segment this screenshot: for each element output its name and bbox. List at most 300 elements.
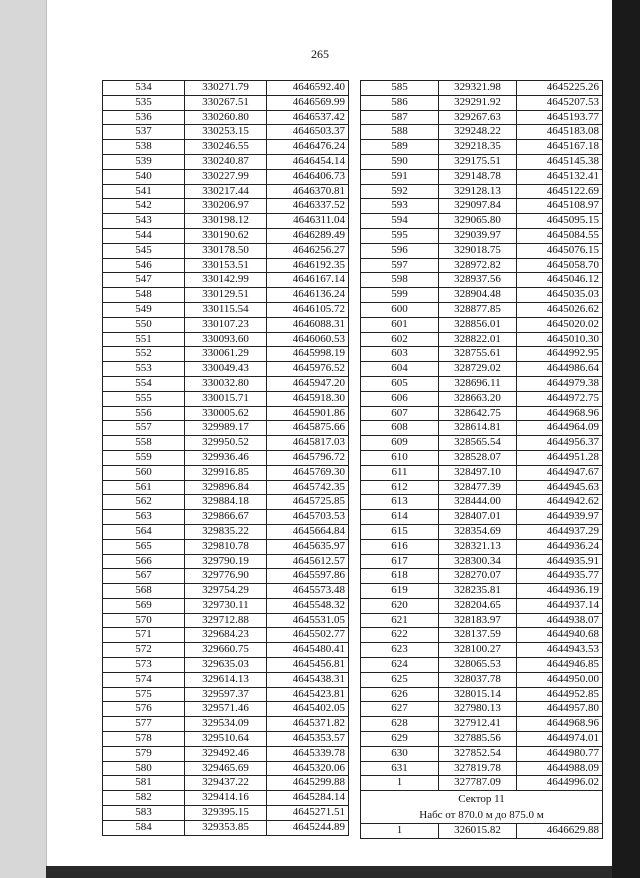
- point-number: 547: [103, 273, 185, 288]
- y-coordinate: 4645046.12: [517, 273, 603, 288]
- table-row: [361, 317, 603, 332]
- point-number: 550: [103, 317, 185, 332]
- y-coordinate: 4644946.85: [517, 658, 603, 673]
- table-row: [103, 228, 349, 243]
- point-number: 575: [103, 687, 185, 702]
- y-coordinate: 4645284.14: [267, 791, 349, 806]
- table-row: [361, 658, 603, 673]
- point-number: 579: [103, 746, 185, 761]
- table-row: [361, 199, 603, 214]
- table-row: [103, 702, 349, 717]
- table-row: [103, 140, 349, 155]
- table-row: [103, 732, 349, 747]
- y-coordinate: 4644936.24: [517, 539, 603, 554]
- y-coordinate: 4645339.78: [267, 746, 349, 761]
- point-number: 601: [361, 317, 439, 332]
- table-row: [361, 687, 603, 702]
- y-coordinate: 4644939.97: [517, 510, 603, 525]
- point-number: 592: [361, 184, 439, 199]
- table-row: [103, 347, 349, 362]
- point-number: 577: [103, 717, 185, 732]
- point-number: 538: [103, 140, 185, 155]
- x-coordinate: 328015.14: [439, 687, 517, 702]
- x-coordinate: 329097.84: [439, 199, 517, 214]
- x-coordinate: 327787.09: [439, 776, 517, 791]
- point-number: 628: [361, 717, 439, 732]
- y-coordinate: 4646592.40: [267, 81, 349, 96]
- y-coordinate: 4645353.57: [267, 732, 349, 747]
- table-row: [361, 510, 603, 525]
- point-number: 627: [361, 702, 439, 717]
- x-coordinate: 330190.62: [185, 228, 267, 243]
- x-coordinate: 329039.97: [439, 228, 517, 243]
- point-number: 587: [361, 110, 439, 125]
- x-coordinate: 328822.01: [439, 332, 517, 347]
- point-number: 558: [103, 436, 185, 451]
- point-number: 545: [103, 243, 185, 258]
- table-row: [103, 776, 349, 791]
- point-number: 630: [361, 746, 439, 761]
- point-number: 602: [361, 332, 439, 347]
- point-number: 568: [103, 584, 185, 599]
- x-coordinate: 328937.56: [439, 273, 517, 288]
- x-coordinate: 329754.29: [185, 584, 267, 599]
- table-row: [361, 628, 603, 643]
- x-coordinate: 330093.60: [185, 332, 267, 347]
- y-coordinate: 4645244.89: [267, 820, 349, 835]
- y-coordinate: 4645145.38: [517, 154, 603, 169]
- point-number: 566: [103, 554, 185, 569]
- x-coordinate: 330253.15: [185, 125, 267, 140]
- y-coordinate: 4645183.08: [517, 125, 603, 140]
- x-coordinate: 329936.46: [185, 450, 267, 465]
- x-coordinate: 329790.19: [185, 554, 267, 569]
- point-number: 582: [103, 791, 185, 806]
- table-row: [361, 110, 603, 125]
- point-number: 585: [361, 81, 439, 96]
- table-row: [361, 643, 603, 658]
- point-number: 546: [103, 258, 185, 273]
- y-coordinate: 4644940.68: [517, 628, 603, 643]
- point-number: 537: [103, 125, 185, 140]
- table-row: [361, 288, 603, 303]
- x-coordinate: 329018.75: [439, 243, 517, 258]
- point-number: 1: [361, 776, 439, 791]
- x-coordinate: 329989.17: [185, 421, 267, 436]
- table-row: [361, 584, 603, 599]
- point-number: 629: [361, 732, 439, 747]
- y-coordinate: 4646569.99: [267, 95, 349, 110]
- table-row: [103, 746, 349, 761]
- table-row: [103, 761, 349, 776]
- x-coordinate: 330015.71: [185, 391, 267, 406]
- point-number: 534: [103, 81, 185, 96]
- point-number: 599: [361, 288, 439, 303]
- y-coordinate: 4646406.73: [267, 169, 349, 184]
- x-coordinate: 330227.99: [185, 169, 267, 184]
- table-row: [103, 672, 349, 687]
- table-row: [103, 658, 349, 673]
- point-number: 617: [361, 554, 439, 569]
- y-coordinate: 4645058.70: [517, 258, 603, 273]
- x-coordinate: 328642.75: [439, 406, 517, 421]
- table-row: [361, 539, 603, 554]
- point-number: 623: [361, 643, 439, 658]
- y-coordinate: 4645167.18: [517, 140, 603, 155]
- x-coordinate: 328204.65: [439, 598, 517, 613]
- y-coordinate: 4645976.52: [267, 362, 349, 377]
- x-coordinate: 328444.00: [439, 495, 517, 510]
- point-number: 1: [361, 824, 439, 839]
- x-coordinate: 328497.10: [439, 465, 517, 480]
- y-coordinate: 4645108.97: [517, 199, 603, 214]
- point-number: 598: [361, 273, 439, 288]
- table-row: [103, 820, 349, 835]
- y-coordinate: 4644937.14: [517, 598, 603, 613]
- point-number: 624: [361, 658, 439, 673]
- x-coordinate: 328477.39: [439, 480, 517, 495]
- point-number: 596: [361, 243, 439, 258]
- point-number: 583: [103, 806, 185, 821]
- point-number: 555: [103, 391, 185, 406]
- table-row: [103, 791, 349, 806]
- point-number: 535: [103, 95, 185, 110]
- point-number: 544: [103, 228, 185, 243]
- point-number: 572: [103, 643, 185, 658]
- y-coordinate: 4644972.75: [517, 391, 603, 406]
- point-number: 590: [361, 154, 439, 169]
- table-row: [103, 273, 349, 288]
- point-number: 539: [103, 154, 185, 169]
- x-coordinate: 327852.54: [439, 746, 517, 761]
- y-coordinate: 4645207.53: [517, 95, 603, 110]
- x-coordinate: 328065.53: [439, 658, 517, 673]
- table-row: [361, 376, 603, 391]
- table-row: [103, 569, 349, 584]
- x-coordinate: 329148.78: [439, 169, 517, 184]
- x-coordinate: 328354.69: [439, 524, 517, 539]
- table-row: [103, 480, 349, 495]
- y-coordinate: 4646105.72: [267, 302, 349, 317]
- y-coordinate: 4644988.09: [517, 761, 603, 776]
- x-coordinate: 329950.52: [185, 436, 267, 451]
- x-coordinate: 330032.80: [185, 376, 267, 391]
- y-coordinate: 4644968.96: [517, 406, 603, 421]
- table-row: [103, 806, 349, 821]
- x-coordinate: 330129.51: [185, 288, 267, 303]
- table-row: [103, 450, 349, 465]
- x-coordinate: 329810.78: [185, 539, 267, 554]
- y-coordinate: 4646060.53: [267, 332, 349, 347]
- point-number: 619: [361, 584, 439, 599]
- point-number: 540: [103, 169, 185, 184]
- table-row: [103, 687, 349, 702]
- x-coordinate: 328614.81: [439, 421, 517, 436]
- y-coordinate: 4644956.37: [517, 436, 603, 451]
- table-row: [361, 140, 603, 155]
- table-row: [361, 613, 603, 628]
- table-row: [103, 317, 349, 332]
- x-coordinate: 328904.48: [439, 288, 517, 303]
- point-number: 606: [361, 391, 439, 406]
- x-coordinate: 329614.13: [185, 672, 267, 687]
- x-coordinate: 329866.67: [185, 510, 267, 525]
- y-coordinate: 4645132.41: [517, 169, 603, 184]
- x-coordinate: 328856.01: [439, 317, 517, 332]
- point-number: 616: [361, 539, 439, 554]
- point-number: 536: [103, 110, 185, 125]
- y-coordinate: 4644937.29: [517, 524, 603, 539]
- point-number: 614: [361, 510, 439, 525]
- table-row: [103, 391, 349, 406]
- table-row: [361, 169, 603, 184]
- x-coordinate: 328137.59: [439, 628, 517, 643]
- x-coordinate: 329896.84: [185, 480, 267, 495]
- table-row: [103, 510, 349, 525]
- table-row: [361, 81, 603, 96]
- y-coordinate: 4644938.07: [517, 613, 603, 628]
- x-coordinate: 327912.41: [439, 717, 517, 732]
- table-row: [103, 436, 349, 451]
- x-coordinate: 329267.63: [439, 110, 517, 125]
- point-number: 554: [103, 376, 185, 391]
- table-row: [361, 302, 603, 317]
- table-row: [361, 258, 603, 273]
- y-coordinate: 4644951.28: [517, 450, 603, 465]
- y-coordinate: 4645423.81: [267, 687, 349, 702]
- y-coordinate: 4644992.95: [517, 347, 603, 362]
- scan-right-edge: [612, 0, 640, 878]
- point-number: 612: [361, 480, 439, 495]
- table-row: [361, 702, 603, 717]
- point-number: 618: [361, 569, 439, 584]
- y-coordinate: 4644935.77: [517, 569, 603, 584]
- y-coordinate: 4645010.30: [517, 332, 603, 347]
- table-row: [103, 613, 349, 628]
- y-coordinate: 4646476.24: [267, 140, 349, 155]
- point-number: 591: [361, 169, 439, 184]
- table-row: [103, 184, 349, 199]
- y-coordinate: 4645573.48: [267, 584, 349, 599]
- y-coordinate: 4644964.09: [517, 421, 603, 436]
- point-number: 552: [103, 347, 185, 362]
- point-number: 631: [361, 761, 439, 776]
- sector-header: [361, 791, 603, 824]
- y-coordinate: 4645225.26: [517, 81, 603, 96]
- y-coordinate: 4645817.03: [267, 436, 349, 451]
- table-row: [361, 450, 603, 465]
- x-coordinate: 329353.85: [185, 820, 267, 835]
- table-row: [361, 347, 603, 362]
- table-row: [103, 199, 349, 214]
- table-row: [361, 717, 603, 732]
- table-row: [361, 495, 603, 510]
- x-coordinate: 330142.99: [185, 273, 267, 288]
- point-number: 584: [103, 820, 185, 835]
- y-coordinate: 4645193.77: [517, 110, 603, 125]
- x-coordinate: 329414.16: [185, 791, 267, 806]
- point-number: 553: [103, 362, 185, 377]
- point-number: 564: [103, 524, 185, 539]
- x-coordinate: 327885.56: [439, 732, 517, 747]
- y-coordinate: 4645371.82: [267, 717, 349, 732]
- point-number: 610: [361, 450, 439, 465]
- y-coordinate: 4645271.51: [267, 806, 349, 821]
- x-coordinate: 329884.18: [185, 495, 267, 510]
- table-row: [361, 184, 603, 199]
- x-coordinate: 326015.82: [439, 824, 517, 839]
- y-coordinate: 4646370.81: [267, 184, 349, 199]
- x-coordinate: 328407.01: [439, 510, 517, 525]
- table-row: [361, 95, 603, 110]
- x-coordinate: 328729.02: [439, 362, 517, 377]
- point-number: 586: [361, 95, 439, 110]
- point-number: 542: [103, 199, 185, 214]
- point-number: 556: [103, 406, 185, 421]
- x-coordinate: 328565.54: [439, 436, 517, 451]
- point-number: 604: [361, 362, 439, 377]
- point-number: 570: [103, 613, 185, 628]
- x-coordinate: 329635.03: [185, 658, 267, 673]
- point-number: 620: [361, 598, 439, 613]
- table-row: [361, 421, 603, 436]
- table-row: [361, 524, 603, 539]
- table-row: [103, 554, 349, 569]
- point-number: 611: [361, 465, 439, 480]
- y-coordinate: 4644996.02: [517, 776, 603, 791]
- y-coordinate: 4644974.01: [517, 732, 603, 747]
- x-coordinate: 329835.22: [185, 524, 267, 539]
- y-coordinate: 4644942.62: [517, 495, 603, 510]
- y-coordinate: 4645531.05: [267, 613, 349, 628]
- table-row: [361, 672, 603, 687]
- x-coordinate: 328528.07: [439, 450, 517, 465]
- x-coordinate: 328183.97: [439, 613, 517, 628]
- y-coordinate: 4645095.15: [517, 214, 603, 229]
- y-coordinate: 4646136.24: [267, 288, 349, 303]
- y-coordinate: 4646311.04: [267, 214, 349, 229]
- table-row: [361, 465, 603, 480]
- table-row: [103, 598, 349, 613]
- sector-title: Сектор 11: [458, 793, 505, 806]
- x-coordinate: 329510.64: [185, 732, 267, 747]
- point-number: 609: [361, 436, 439, 451]
- y-coordinate: 4645998.19: [267, 347, 349, 362]
- table-row: [103, 81, 349, 96]
- y-coordinate: 4645299.88: [267, 776, 349, 791]
- x-coordinate: 327819.78: [439, 761, 517, 776]
- table-row: [361, 406, 603, 421]
- point-number: 607: [361, 406, 439, 421]
- table-row: [361, 824, 603, 839]
- x-coordinate: 330240.87: [185, 154, 267, 169]
- x-coordinate: 329660.75: [185, 643, 267, 658]
- y-coordinate: 4645020.02: [517, 317, 603, 332]
- table-row: [103, 125, 349, 140]
- point-number: 561: [103, 480, 185, 495]
- point-number: 581: [103, 776, 185, 791]
- x-coordinate: 330260.80: [185, 110, 267, 125]
- y-coordinate: 4646289.49: [267, 228, 349, 243]
- y-coordinate: 4645703.53: [267, 510, 349, 525]
- table-row: [361, 228, 603, 243]
- point-number: 595: [361, 228, 439, 243]
- table-row: [103, 302, 349, 317]
- point-number: 580: [103, 761, 185, 776]
- point-number: 562: [103, 495, 185, 510]
- y-coordinate: 4645769.30: [267, 465, 349, 480]
- point-number: 549: [103, 302, 185, 317]
- y-coordinate: 4644979.38: [517, 376, 603, 391]
- point-number: 597: [361, 258, 439, 273]
- table-row: [103, 628, 349, 643]
- x-coordinate: 329534.09: [185, 717, 267, 732]
- point-number: 615: [361, 524, 439, 539]
- y-coordinate: 4646503.37: [267, 125, 349, 140]
- y-coordinate: 4644945.63: [517, 480, 603, 495]
- table-row: [361, 569, 603, 584]
- point-number: 605: [361, 376, 439, 391]
- point-number: 543: [103, 214, 185, 229]
- x-coordinate: 329730.11: [185, 598, 267, 613]
- y-coordinate: 4645320.06: [267, 761, 349, 776]
- y-coordinate: 4644935.91: [517, 554, 603, 569]
- x-coordinate: 329597.37: [185, 687, 267, 702]
- table-row: [103, 406, 349, 421]
- y-coordinate: 4645725.85: [267, 495, 349, 510]
- table-row: [361, 154, 603, 169]
- y-coordinate: 4645635.97: [267, 539, 349, 554]
- y-coordinate: 4645612.57: [267, 554, 349, 569]
- table-row: [103, 110, 349, 125]
- x-coordinate: 328270.07: [439, 569, 517, 584]
- point-number: 589: [361, 140, 439, 155]
- point-number: 569: [103, 598, 185, 613]
- table-row: [361, 391, 603, 406]
- table-row: [361, 436, 603, 451]
- table-row: [361, 214, 603, 229]
- point-number: 588: [361, 125, 439, 140]
- x-coordinate: 329128.13: [439, 184, 517, 199]
- point-number: 548: [103, 288, 185, 303]
- x-coordinate: 329291.92: [439, 95, 517, 110]
- table-row: [361, 480, 603, 495]
- y-coordinate: 4645480.41: [267, 643, 349, 658]
- x-coordinate: 330107.23: [185, 317, 267, 332]
- point-number: 600: [361, 302, 439, 317]
- x-coordinate: 330267.51: [185, 95, 267, 110]
- y-coordinate: 4645026.62: [517, 302, 603, 317]
- x-coordinate: 330061.29: [185, 347, 267, 362]
- table-row: [103, 169, 349, 184]
- table-row: [361, 554, 603, 569]
- point-number: 593: [361, 199, 439, 214]
- y-coordinate: 4644980.77: [517, 746, 603, 761]
- table-row: [103, 495, 349, 510]
- sector-subtitle: Набс от 870.0 м до 875.0 м: [419, 809, 544, 822]
- table-row: [103, 95, 349, 110]
- x-coordinate: 328696.11: [439, 376, 517, 391]
- table-row: [361, 125, 603, 140]
- y-coordinate: 4645035.03: [517, 288, 603, 303]
- point-number: 576: [103, 702, 185, 717]
- y-coordinate: 4644986.64: [517, 362, 603, 377]
- table-row: [103, 421, 349, 436]
- point-number: 594: [361, 214, 439, 229]
- table-row: [361, 746, 603, 761]
- table-row: [103, 332, 349, 347]
- x-coordinate: 328235.81: [439, 584, 517, 599]
